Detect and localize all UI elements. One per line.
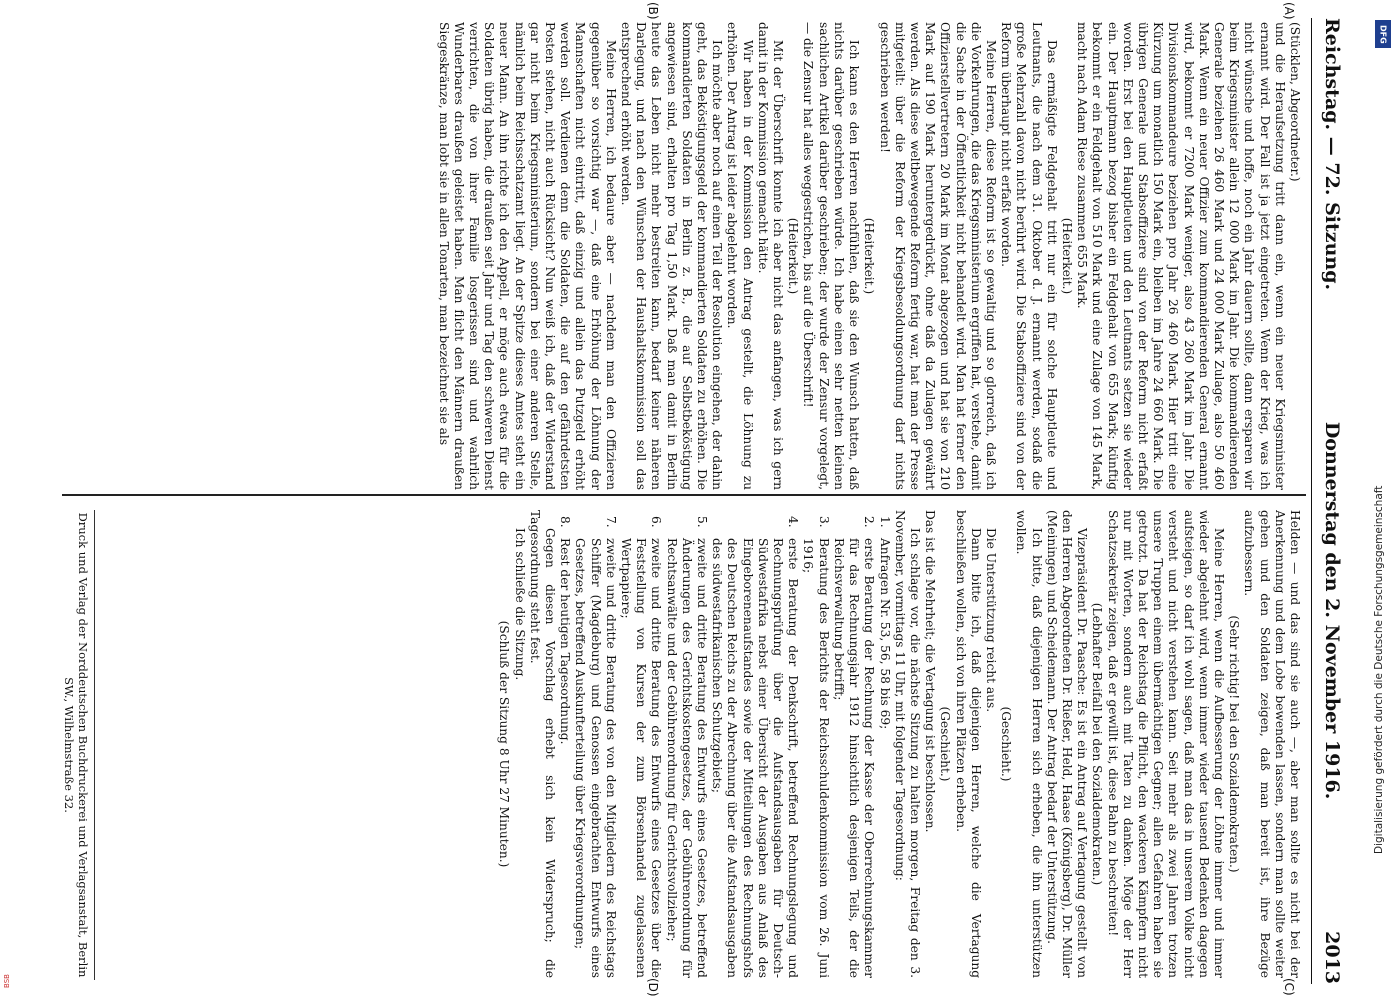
agenda-list <box>557 510 891 978</box>
left_column-paragraph: Ich kann es den Herren nachfühlen, daß sie den Wunsch hatten, daß nichts darüber geschrieben würde. Ich habe einen sehr netten kleinen sachlichen Artikel darüber geschrieben; der wurde der Zensur vorgelegt, — die Zensur hat alles weggestrichen, bis auf die Überschrift! <box>801 22 862 490</box>
right_column-paragraph: Helden — und das sind sie auch —, aber man sollte es nicht bei der Anerkennung und dem Lobe bewenden lassen, sondern man sollte weiter gehen und den Soldaten zeigen, daß man bereit ist, ihre Bezüge aufzubessern. <box>1242 510 1302 978</box>
left-column <box>62 22 1302 490</box>
column-divider <box>62 494 1306 496</box>
rotated-page <box>40 0 1360 1000</box>
right-column-text <box>892 510 1302 978</box>
right_column-paragraph: Die Unterstützung reicht aus. <box>983 528 998 713</box>
right_column-paragraph: Vizepräsident Dr. Paasche: Es ist ein Antrag auf Vertagung gestellt von den Herren Abgeordneten Dr. Rießer, Held, Haase (Königsberg), Dr. Müller (Meiningen) und Scheidemann. Der Antrag bedarf der Unterstützung. <box>1044 510 1090 978</box>
right_column-paragraph: Dann bitte ich, daß diejenigen Herren, welche die Vertagung beschließen wollen, sich von ihren Plätzen erheben. <box>953 510 983 978</box>
funding-credit: Digitalisierung gefördert durch die Deutsche Forschungsgemeinschaft <box>1373 485 1385 854</box>
agenda-item <box>876 516 891 978</box>
agenda-item-number: 2. <box>862 516 877 528</box>
margin-mark-c: (C) <box>1282 978 1296 996</box>
digitization-sidebar <box>1373 10 1393 970</box>
left_column-paragraph: Mit der Überschrift konnte ich aber nicht das anfangen, was ich gern damit in der Kommission gemacht hätte. <box>755 22 786 490</box>
agenda-item-text: zweite und dritte Beratung des von den Mitgliedern des Reichstags Schiffer (Magdeburg) und Genossen eingebrachten Entwurfs eines Gesetzes, betreffend Auskunfterteilung über Kriegsverordnungen; <box>573 538 618 978</box>
agenda-item-text: erste Beratung der Denkschrift, betreffend Rechnungslegung und Rechnungsprüfung über die Aufstandsausgaben für Deutsch-Südwestafrika nebst einer Übersicht der Ausgaben aus Anlaß des Eingeborenenaufstandes sowie der Mitteilungen des Rechnungshofs des Deutschen Reichs zu der Abrechnung über die Aufstandsausgaben des südwestafrikanischen Schutzgebiets; <box>710 538 801 978</box>
printer-imprint: Druck und Verlag der Norddeutschen Buchdruckerei und Verlagsanstalt, Berlin SW., Wilhelmstraße 32. <box>62 512 90 978</box>
right_column-paragraph: (Geschieht.) <box>999 706 1014 782</box>
library-watermark: BSB <box>3 974 11 988</box>
agenda-item <box>709 516 800 978</box>
agenda-item-number: 3. <box>816 516 831 528</box>
agenda-item-number: 1. <box>877 516 892 528</box>
agenda-item-number: 8. <box>558 516 573 528</box>
agenda-item <box>663 516 709 978</box>
left_column-paragraph: Meine Herren, ich bedaure aber — nachdem man den Offizieren gegenüber so vorsichtig war —, daß eine Erhöhung der Löhnung der Mannschaften nicht eintritt, daß einzig und allein das Putzgeld erhöht werden soll. Verdienen denn die Soldaten, die auf den gefährdetsten Posten stehen, nicht auch Rücksicht? Nun weiß ich, daß der Widerstand gar nicht beim Kriegsministerium, sondern bei einer anderen Stelle, nämlich beim Reichsschatzamt liegt. An der Spitze dieses Amtes steht ein neuer Mann. An ihn richte ich den Appell, er möge auch etwas für die Soldaten übrig haben, die draußen seit Jahr und Tag den schweren Dienst verrichten, die von ihrer Familie losgerissen sind und wahrlich Wunderbares draußen geleistet haben. Man flicht den Männern draußen Siegeskränze, man lobt sie in allen Tonarten, man bezeichnet sie als <box>436 22 618 490</box>
dfg-logo: DFG <box>1375 20 1391 48</box>
left_column-paragraph: Wir haben in der Kommission den Antrag gestellt, die Löhnung zu erhöhen. Der Antrag ist leider abgelehnt worden. <box>725 22 755 490</box>
page-header <box>1311 18 1352 984</box>
header-date: Donnerstag den 2. November 1916. <box>1321 421 1343 800</box>
agenda-item-text: Rest der heutigen Tagesordnung. <box>558 538 573 745</box>
agenda-item-text: zweite und dritte Beratung des Entwurfs eines Gesetzes über die Feststellung von Kursen der zum Börsenhandel zugelassenen Wertpapiere; <box>619 538 664 978</box>
agenda-item-number: 5. <box>695 516 710 528</box>
margin-mark-a: (A) <box>1282 2 1296 20</box>
closing-text <box>496 510 557 978</box>
margin-mark-d: (D) <box>646 978 660 997</box>
agenda-item-text: zweite und dritte Beratung des Entwurfs eines Gesetzes, betreffend Änderungen des Gerichtskostengesetzes, der Gebührenordnung für Rechtsanwälte und der Gebührenordnung für Gerichtsvollzieher; <box>664 538 710 978</box>
right_column-paragraph: Ich schlage vor, die nächste Sitzung zu halten morgen, Freitag den 3. November, vormittags 11 Uhr, mit folgender Tagesordnung: <box>892 510 922 978</box>
left_column-paragraph: (Heiterkeit.) <box>862 217 877 295</box>
right_column-paragraph: Ich bitte, daß diejenigen Herren sich erheben, die ihn unterstützen wollen. <box>1014 510 1044 978</box>
left_column-paragraph: und die Heraufsetzung tritt dann ein, wenn ein neuer Kriegsminister ernannt wird. Der Fall ist ja jetzt eingetreten. Wenn der Krieg, was ich nicht wünsche und hoffe, noch ein Jahr dauern sollte, dann ersparen wir beim Kriegsminister allein 12 000 Mark im Jahr. Die kommandierenden Generale beziehen 26 460 Mark und 24 000 Mark Zulage, also 50 460 Mark. Wenn ein neuer Offizier zum kommandierenden General ernannt wird, bekommt er 7200 Mark weniger, also 43 260 Mark im Jahr. Die Divisionskommandeure beziehen pro Jahr 26 460 Mark. Hier tritt eine Kürzung um monatlich 150 Mark ein, bleiben im Jahre 24 660 Mark. Die übrigen Generale und Stabsoffiziere sind von der Reform nicht erfaßt worden. Erst bei den Hauptleuten und den Leutnants setzen sie wieder ein. Der Hauptmann bezog bisher ein Feldgehalt von 655 Mark; künftig bekommt er ein Feldgehalt von 510 Mark und eine Zulage von 145 Mark, macht nach Adam Riese zusammen 655 Mark. <box>1075 22 1287 490</box>
agenda-item-text: Anfragen Nr. 53, 56, 58 bis 69; <box>877 538 892 730</box>
closing-paragraph: Gegen diesen Vorschlag erhebt sich kein Widerspruch; die Tagesordnung steht fest. <box>527 510 558 978</box>
left_column-paragraph: (Stücklen, Abgeordneter.) <box>1288 22 1302 182</box>
agenda-item <box>800 516 830 978</box>
agenda-item <box>557 516 572 978</box>
left_column-paragraph: Ich möchte aber noch auf einen Teil der Resolution eingehen, der dahin geht, das Beköstigungsgeld der kommandierten Soldaten zu erhöhen. Die kommandierten Soldaten in Berlin z. B., die auf Selbstbeköstigung angewiesen sind, erhalten pro Tag 1,50 Mark. Daß man damit in Berlin heute das Leben nicht mehr bestreiten kann, bedarf keiner näheren Darlegung, und nach den Wünschen der Haushaltskommission soll das entsprechend erhöht werden. <box>619 22 725 490</box>
agenda-item <box>831 516 877 978</box>
closing-paragraph: Ich schließe die Sitzung. <box>512 528 527 681</box>
left_column-paragraph: Das ermäßigte Feldgehalt tritt nur ein für solche Hauptleute und Leutnants, die nach dem 31. Oktober d. J. ernannt werden, sodaß die große Mehrzahl davon nicht berührt wird. Die Stabsoffiziere sind von der Reform überhaupt nicht erfaßt worden. <box>999 22 1059 490</box>
agenda-item <box>618 516 664 978</box>
page-number: 2013 <box>1321 931 1343 984</box>
agenda-item <box>572 516 618 978</box>
agenda-item-number: 6. <box>649 516 664 528</box>
right_column-paragraph: Das ist die Mehrheit; die Vertagung ist beschlossen. <box>923 510 938 833</box>
right_column-paragraph: (Geschieht.) <box>938 706 953 782</box>
agenda-item-text: erste Beratung der Rechnung der Kasse der Oberrechnungskammer für das Rechnungsjahr 1912 hinsichtlich desjenigen Teils, der die Reichsverwaltung betrifft; <box>831 538 877 978</box>
agenda-item-number: 7. <box>603 516 618 528</box>
left_column-paragraph: Meine Herren, diese Reform ist so gewaltig und so glorreich, daß ich die Vorkehrungen, die das Kriegsministerium ergriffen hat, verstehe, damit die Sache in der Öffentlichkeit nicht behandelt wird. Man hat ferner den Offizierstellvertretern 20 Mark im Monat abgezogen und hat sie von 210 Mark auf 190 Mark heruntergedrückt, ohne daß da Zulagen gewährt werden. Als diese weltbewegende Reform fertig war, hat man der Presse mitgeteilt: über die Reform der Kriegsbesoldungsordnung darf nichts geschrieben werden! <box>877 22 998 490</box>
left_column-paragraph: (Heiterkeit.) <box>1059 217 1074 295</box>
left_column-paragraph: (Heiterkeit.) <box>786 217 801 295</box>
right_column-paragraph: (Sehr richtig! bei den Sozialdemokraten.) <box>1227 615 1242 873</box>
header-left: Reichstag. — 72. Sitzung. <box>1321 18 1343 291</box>
footer-rule <box>94 510 95 980</box>
right-column <box>62 510 1302 978</box>
right_column-paragraph: (Lebhafter Beifall bei den Sozialdemokraten.) <box>1090 602 1105 886</box>
right_column-paragraph: Meine Herren, wenn die Aufbesserung der Löhne immer und immer wieder abgelehnt wird, wenn immer wieder tausend Bedenken dagegen aufsteigen, so darf ich wohl sagen, daß man das in unserem Volke nicht versteht und nicht verstehen kann. Seit mehr als zwei Jahren trotzen unsere Truppen einem übermächtigen Gegner; allen Gefahren haben sie getrotzt. Da hat der Reichstag die Pflicht, den wackeren Kämpfern nicht nur mit Worten, sondern auch mit Taten zu danken. Möge der Herr Schatzsekretär zeigen, daß er gewillt ist, diese Bahn zu beschreiten! <box>1105 510 1226 978</box>
closing-paragraph: (Schluß der Sitzung 8 Uhr 27 Minuten.) <box>497 620 512 868</box>
margin-mark-b: (B) <box>646 2 660 20</box>
agenda-item-number: 4. <box>786 516 801 528</box>
agenda-item-text: Beratung des Berichts der Reichsschuldenkommission vom 26. Juni 1916; <box>801 538 831 978</box>
